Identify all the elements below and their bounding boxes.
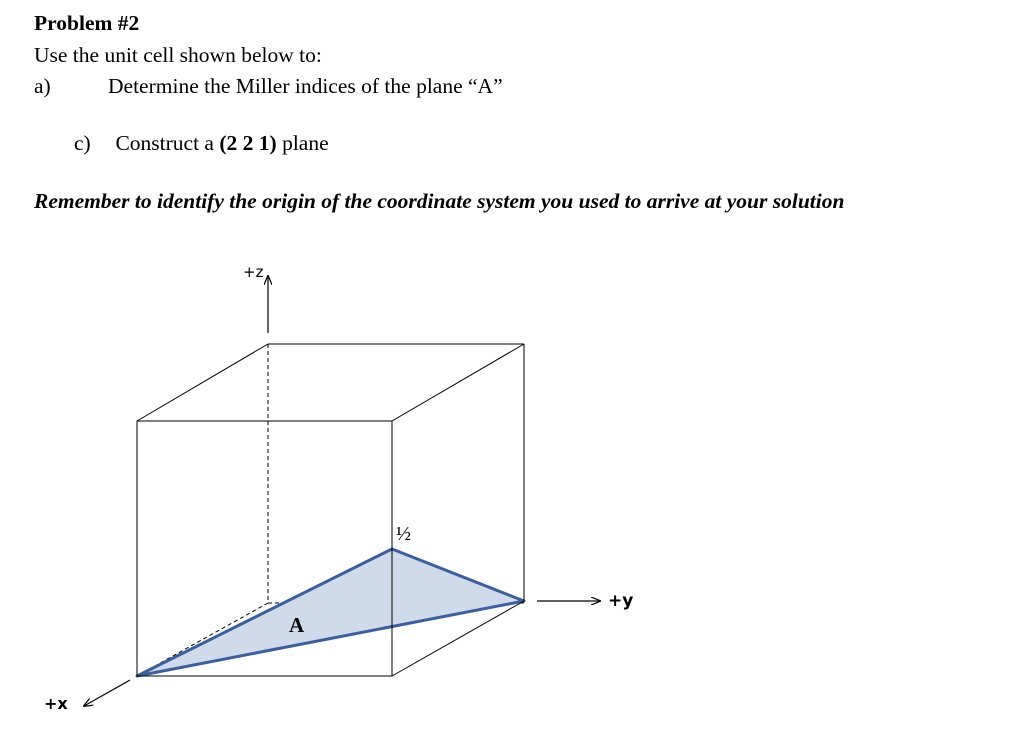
part-c-indices: (2 2 1) (219, 131, 277, 155)
reminder-text: Remember to identify the origin of the coordinate system you used to arrive at your solution (34, 189, 845, 213)
z-axis-label: +z (243, 263, 264, 281)
cube-top-right-edge (392, 344, 524, 421)
part-c-prefix: Construct a (115, 131, 214, 155)
y-axis-label: +y (608, 591, 634, 611)
x-axis-line (84, 680, 130, 706)
plane-a-label: A (289, 613, 305, 637)
x-axis-label: +x (44, 694, 68, 713)
part-c-suffix: plane (282, 131, 329, 155)
problem-title: Problem #2 (34, 11, 140, 35)
part-a-marker: a) (34, 74, 51, 98)
part-a-text: Determine the Miller indices of the plane “A” (108, 74, 503, 98)
part-c-marker: c) (74, 131, 91, 155)
plane-a (137, 549, 524, 676)
problem-intro: Use the unit cell shown below to: (34, 43, 322, 67)
cube-top-left-edge (137, 344, 268, 421)
intercept-half-label: ½ (396, 523, 411, 545)
